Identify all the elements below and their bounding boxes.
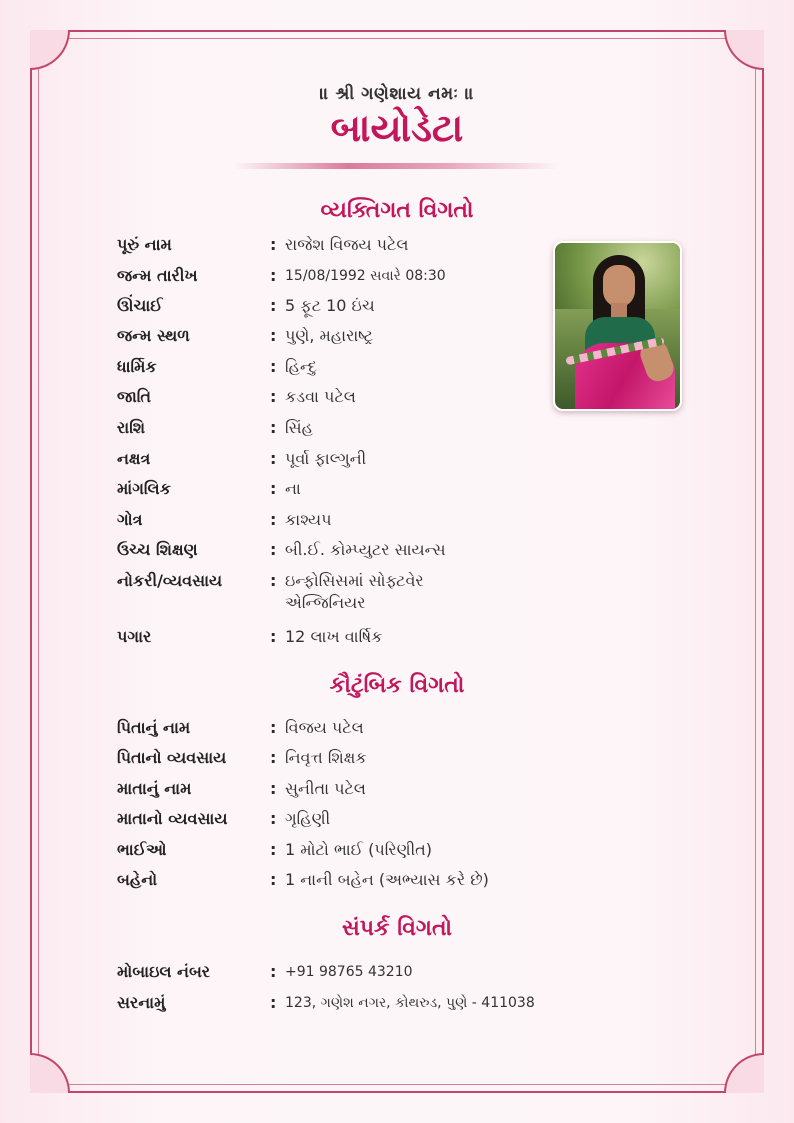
colon: :	[270, 870, 277, 889]
detail-label: ઊંચાઈ	[117, 296, 163, 315]
detail-label: મોબાઇલ નંબર	[117, 962, 211, 981]
detail-value: કાશ્યપ	[285, 510, 332, 529]
detail-label: પિતાનો વ્યવસાય	[117, 748, 227, 767]
colon: :	[270, 326, 277, 345]
profile-photo	[553, 241, 682, 411]
colon: :	[270, 357, 277, 376]
colon: :	[270, 962, 277, 981]
detail-value: ગૃહિણી	[285, 809, 331, 828]
colon: :	[270, 627, 277, 646]
colon: :	[270, 418, 277, 437]
detail-label: પૂરું નામ	[117, 235, 172, 254]
detail-value: બી.ઈ. કોમ્પ્યુટર સાયન્સ	[285, 540, 446, 559]
detail-value: પુણે, મહારાષ્ટ્ર	[285, 326, 374, 345]
detail-label: નોકરી/વ્યવસાય	[117, 571, 223, 590]
detail-label: બહેનો	[117, 870, 158, 889]
section-heading-contact: સંપર્ક વિગતો	[341, 916, 453, 941]
header-divider	[234, 163, 560, 169]
detail-value: 15/08/1992 સવારે 08:30	[285, 268, 446, 284]
detail-value: 123, ગણેશ નગર, કોથરુડ, પુણે - 411038	[285, 995, 535, 1011]
detail-label: પિતાનું નામ	[117, 718, 191, 737]
detail-value: પૂર્વા ફાલ્ગુની	[285, 449, 367, 468]
detail-label: નક્ષત્ર	[117, 449, 151, 468]
detail-label: ગોત્ર	[117, 510, 143, 529]
colon: :	[270, 748, 277, 767]
colon: :	[270, 840, 277, 859]
colon: :	[270, 479, 277, 498]
colon: :	[270, 387, 277, 406]
detail-value: સુનીતા પટેલ	[285, 779, 366, 798]
detail-label: રાશિ	[117, 418, 146, 437]
colon: :	[270, 540, 277, 559]
detail-value: +91 98765 43210	[285, 964, 413, 980]
detail-label: પગાર	[117, 627, 152, 646]
detail-value: ના	[285, 479, 301, 498]
colon: :	[270, 571, 277, 590]
header	[0, 84, 794, 150]
colon: :	[270, 266, 277, 285]
colon: :	[270, 993, 277, 1012]
detail-label: માતાનું નામ	[117, 779, 192, 798]
colon: :	[270, 779, 277, 798]
colon: :	[270, 718, 277, 737]
detail-value: 1 નાની બહેન (અભ્યાસ કરે છે)	[285, 870, 489, 889]
detail-value: સિંહ	[285, 418, 313, 437]
detail-label: માતાનો વ્યવસાય	[117, 809, 228, 828]
colon: :	[270, 449, 277, 468]
detail-value: 1 મોટો ભાઈ (પરિણીત)	[285, 840, 433, 859]
detail-value: 5 ફૂટ 10 ઇંચ	[285, 296, 375, 315]
detail-value: વિજય પટેલ	[285, 718, 364, 737]
detail-value: 12 લાખ વાર્ષિક	[285, 627, 383, 646]
detail-label: સરનામું	[117, 993, 166, 1012]
detail-label: ઉચ્ચ શિક્ષણ	[117, 540, 198, 559]
detail-value: નિવૃત્ત શિક્ષક	[285, 748, 367, 767]
section-heading-family: કૌટુંબિક વિગતો	[329, 673, 465, 698]
detail-label: ભાઈઓ	[117, 840, 167, 859]
detail-value: ઇન્ફોસિસમાં સોફ્ટવેર એન્જિનિયર	[285, 571, 424, 612]
detail-label: જન્મ તારીખ	[117, 266, 198, 285]
colon: :	[270, 510, 277, 529]
detail-label: જાતિ	[117, 387, 152, 406]
page-title: બાયોડેટા	[330, 106, 464, 150]
detail-value: રાજેશ વિજય પટેલ	[285, 235, 409, 254]
invocation: ॥ શ્રી ગણેશાય નમઃ ॥	[319, 84, 475, 104]
colon: :	[270, 296, 277, 315]
detail-label: ધાર્મિક	[117, 357, 157, 376]
detail-label: જન્મ સ્થળ	[117, 326, 190, 345]
section-heading-personal: વ્યક્તિગત વિગતો	[320, 198, 474, 223]
detail-value: હિન્દુ	[285, 357, 317, 376]
colon: :	[270, 235, 277, 254]
detail-value: કડવા પટેલ	[285, 387, 356, 406]
detail-label: માંગલિક	[117, 479, 171, 498]
colon: :	[270, 809, 277, 828]
